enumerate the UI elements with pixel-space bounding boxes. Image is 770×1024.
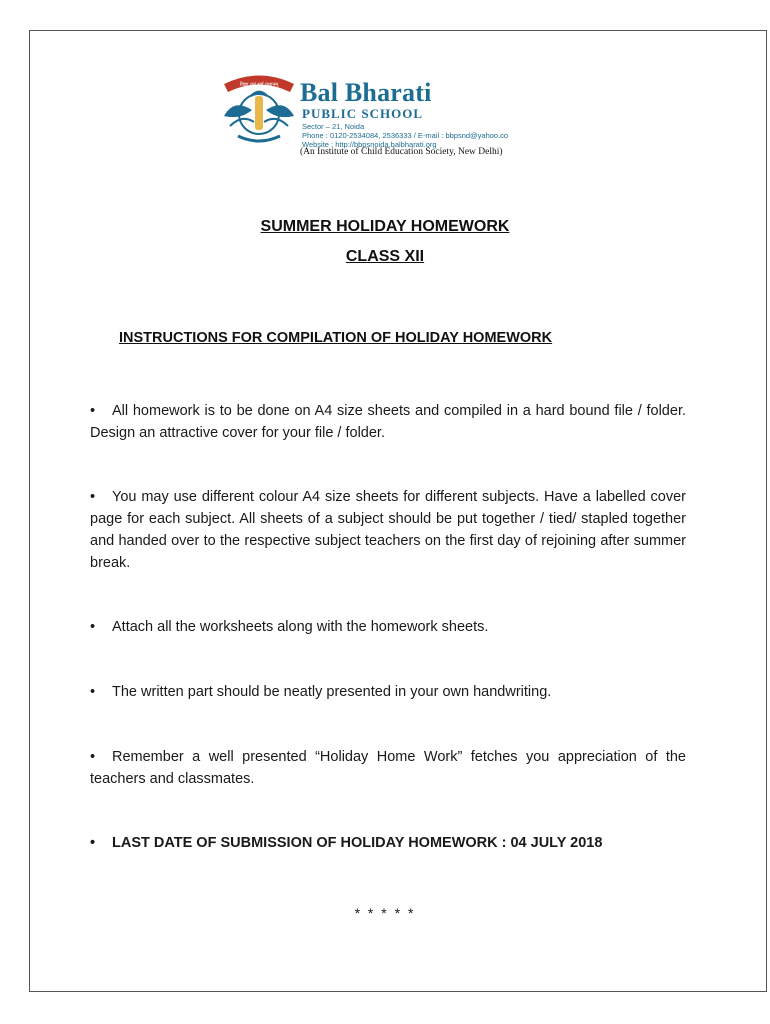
instruction-text: All homework is to be done on A4 size sheets and compiled in a hard bound file / folder. Design an attractive cover for your file / folder.	[90, 403, 686, 441]
school-contact: Phone : 0120-2534084, 2536333 / E-mail : bbpsnd@yahoo.co	[302, 131, 509, 140]
instruction-item	[90, 400, 686, 444]
bullet-icon: •	[90, 684, 96, 700]
bullet-icon: •	[90, 403, 96, 419]
instructions-heading: INSTRUCTIONS FOR COMPILATION OF HOLIDAY HOMEWORK	[119, 330, 553, 346]
instruction-item	[90, 746, 686, 790]
school-address: Sector – 21, Noida	[302, 122, 365, 131]
instruction-text: The written part should be neatly presented in your own handwriting.	[112, 684, 552, 700]
school-subtitle: PUBLIC SCHOOL	[302, 106, 423, 121]
school-name: Bal Bharati	[300, 78, 432, 107]
deadline-text: LAST DATE OF SUBMISSION OF HOLIDAY HOMEWORK : 04 JULY 2018	[112, 835, 603, 851]
instruction-item	[90, 486, 686, 574]
school-emblem-logo	[218, 74, 300, 144]
instruction-item	[90, 681, 686, 703]
school-letterhead	[218, 74, 518, 164]
logo-banner-text: विद्या धनं सर्व प्रधानम्	[239, 82, 279, 88]
document-title: SUMMER HOLIDAY HOMEWORK	[260, 218, 510, 235]
instruction-text: You may use different colour A4 size sheets for different subjects. Have a labelled cover page for each subject. All sheets of a subject should be put together / tied/ stapled together and handed over to the respective subject teachers on the first day of rejoining after summer break.	[90, 489, 686, 571]
society-affiliation: (An Institute of Child Education Society, New Delhi)	[300, 147, 503, 157]
bullet-icon: •	[90, 489, 96, 505]
instruction-text: Attach all the worksheets along with the homework sheets.	[112, 619, 489, 635]
end-marker: * * * * *	[354, 905, 416, 921]
bullet-icon: •	[90, 835, 96, 851]
bullet-icon: •	[90, 619, 96, 635]
class-title: CLASS XII	[345, 248, 425, 265]
school-website: Website : http://bbpsnoida.balbharati.org	[302, 140, 437, 149]
bullet-icon: •	[90, 749, 96, 765]
instruction-text: Remember a well presented “Holiday Home Work” fetches you appreciation of the teachers and classmates.	[90, 749, 686, 787]
submission-deadline	[90, 832, 686, 854]
instruction-item	[90, 616, 686, 638]
